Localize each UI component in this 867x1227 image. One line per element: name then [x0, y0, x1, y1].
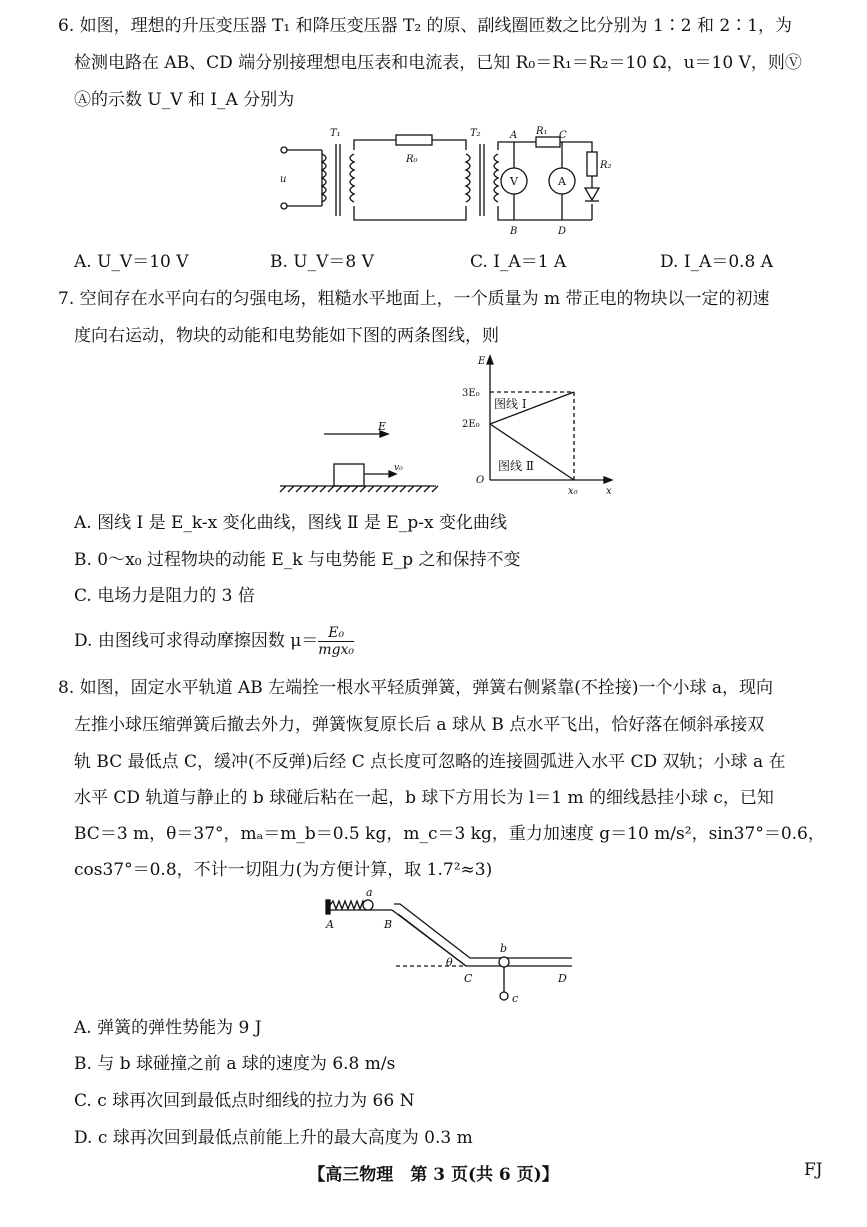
q8-stem-line2: 左推小球压缩弹簧后撤去外力，弹簧恢复原长后 a 球从 B 点水平飞出，恰好落在倾斜承接双 — [74, 715, 765, 735]
point-D-label: D — [558, 972, 567, 985]
R0-label: R₀ — [406, 154, 418, 165]
q6-stem-line2: 检测电路在 AB、CD 端分别接理想电压表和电流表，已知 R₀＝R₁＝R₂＝10 Ω，u＝10 V，则Ⓥ — [74, 53, 802, 73]
q8-stem-line6: cos37°＝0.8，不计一切阻力(为方便计算，取 1.7²≈3) — [74, 860, 493, 880]
q8-option-b: B. 与 b 球碰撞之前 a 球的速度为 6.8 m/s — [74, 1054, 396, 1074]
node-D: D — [558, 226, 567, 237]
q7-block-figure — [276, 420, 446, 500]
q8-stem-line5: BC＝3 m，θ＝37°，mₐ＝m_b＝0.5 kg，m_c＝3 kg，重力加速度 g＝10 m/s²，sin37°＝0.6， — [74, 824, 825, 844]
q7-option-d-text: D. 由图线可求得动摩擦因数 μ＝ — [74, 631, 319, 651]
u-label: u — [280, 174, 287, 185]
v0-label: v₀ — [394, 463, 403, 473]
origin-O: O — [476, 475, 485, 486]
fraction-denominator: mgx₀ — [318, 642, 355, 658]
q8-option-c: C. c 球再次回到最低点时细线的拉力为 66 N — [74, 1091, 415, 1111]
q8-option-d: D. c 球再次回到最低点前能上升的最大高度为 0.3 m — [74, 1128, 473, 1148]
q7-option-d — [74, 625, 354, 658]
node-A: A — [510, 130, 518, 141]
q8-option-a: A. 弹簧的弹性势能为 9 J — [74, 1018, 262, 1038]
footer-code: FJ — [804, 1160, 823, 1180]
point-B-label: B — [384, 918, 393, 931]
ball-a-label: a — [366, 886, 373, 899]
q6-stem-line3: Ⓐ的示数 U_V 和 I_A 分别为 — [74, 90, 295, 110]
q6-option-b: B. U_V＝8 V — [270, 252, 374, 272]
tick-3E0: 3E₀ — [462, 388, 480, 399]
q6-option-c: C. I_A＝1 A — [470, 252, 567, 272]
q8-stem-line3: 轨 BC 最低点 C，缓冲(不反弹)后经 C 点长度可忽略的连接圆弧进入水平 CD 双轨；小球 a 在 — [74, 752, 786, 772]
q8-stem-line4: 水平 CD 轨道与静止的 b 球碰后粘在一起，b 球下方用长为 l＝1 m 的细线悬挂小球 c，已知 — [74, 788, 774, 808]
q6-option-a: A. U_V＝10 V — [74, 252, 189, 272]
q8-track-figure — [322, 888, 582, 1008]
ball-b-label: b — [500, 942, 508, 955]
ball-c-label: c — [512, 992, 519, 1005]
q6-option-d: D. I_A＝0.8 A — [660, 252, 774, 272]
angle-theta-label: θ — [446, 956, 453, 969]
friction-fraction — [318, 625, 354, 658]
T1-label: T₁ — [330, 128, 341, 139]
field-E-label: E — [378, 420, 387, 433]
R1-label: R₁ — [536, 126, 548, 137]
voltmeter-symbol: V — [510, 175, 518, 188]
q6-stem-line1: 6. 如图，理想的升压变压器 T₁ 和降压变压器 T₂ 的原、副线圈匝数之比分别为 1∶2 和 2∶1，为 — [58, 16, 793, 36]
page-footer: 【高三物理 第 3 页(共 6 页)】 — [308, 1165, 559, 1185]
curve-II-label: 图线 Ⅱ — [498, 459, 534, 473]
node-C: C — [559, 130, 567, 141]
point-C-label: C — [464, 972, 473, 985]
q7-energy-graph — [462, 352, 620, 497]
graph-E-axis: E — [478, 356, 486, 367]
T2-label: T₂ — [470, 128, 481, 139]
q7-option-a: A. 图线 Ⅰ 是 E_k-x 变化曲线，图线 Ⅱ 是 E_p-x 变化曲线 — [74, 513, 507, 533]
tick-x0: x₀ — [568, 486, 578, 497]
graph-x-axis: x — [606, 486, 612, 497]
q7-option-c: C. 电场力是阻力的 3 倍 — [74, 586, 255, 606]
q7-option-b: B. 0～x₀ 过程物块的动能 E_k 与电势能 E_p 之和保持不变 — [74, 550, 521, 570]
q8-stem-line1: 8. 如图，固定水平轨道 AB 左端拴一根水平轻质弹簧，弹簧右侧紧靠(不拴接)一个小球 a，现向 — [58, 678, 774, 698]
ammeter-symbol: A — [558, 175, 566, 188]
fraction-numerator: E₀ — [318, 625, 354, 642]
node-B: B — [510, 226, 518, 237]
curve-I-label: 图线 Ⅰ — [494, 397, 527, 411]
q6-circuit-figure — [270, 124, 620, 244]
R2-label: R₂ — [600, 160, 612, 171]
point-A-label: A — [326, 918, 334, 931]
q7-stem-line1: 7. 空间存在水平向右的匀强电场，粗糙水平地面上，一个质量为 m 带正电的物块以一定的初速 — [58, 289, 770, 309]
tick-2E0: 2E₀ — [462, 419, 480, 430]
q7-stem-line2: 度向右运动，物块的动能和电势能如下图的两条图线，则 — [74, 326, 499, 346]
